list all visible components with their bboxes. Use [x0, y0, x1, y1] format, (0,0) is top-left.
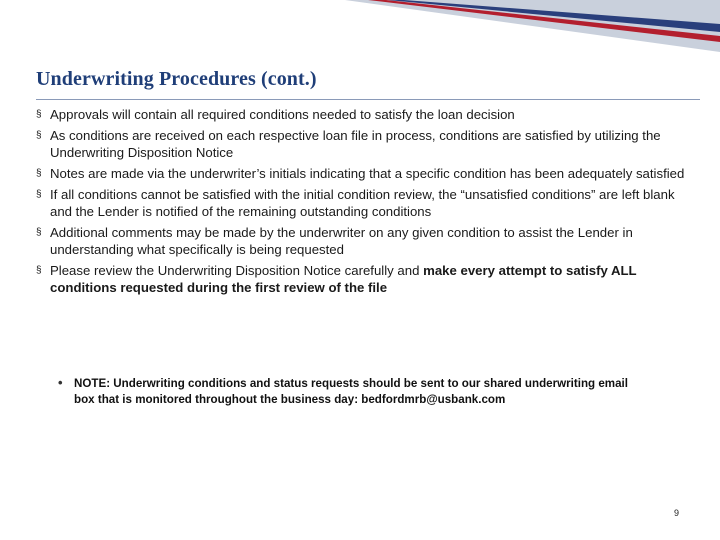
note-text: NOTE: Underwriting conditions and status requests should be sent to our shared underwriting email box that is monitored throughout the business day: bedfordmrb@usbank.com [74, 377, 628, 406]
bullet-bold-text: make every attempt to satisfy ALL conditions requested during the first review of the file [50, 262, 637, 295]
bullet-marker: § [36, 264, 42, 276]
bullet-text: Please review the Underwriting Disposition Notice carefully and [50, 262, 424, 278]
title-divider [36, 99, 700, 100]
bullet-text: Additional comments may be made by the underwriter on any given condition to assist the Lender in understanding what specifically is being requested [50, 224, 633, 257]
bullet-marker: § [36, 226, 42, 238]
note-block [60, 376, 650, 407]
slide-title: Underwriting Procedures (cont.) [36, 68, 317, 90]
note-bullet-marker: • [58, 375, 63, 390]
bullet-marker: § [36, 188, 42, 200]
bullet-list [36, 106, 686, 300]
bullet-item [36, 106, 686, 123]
bullet-marker: § [36, 109, 42, 120]
bullet-item [36, 127, 686, 161]
bullet-text: Notes are made via the underwriter’s initials indicating that a specific condition has been adequately satisfied [50, 165, 685, 181]
bullet-text: If all conditions cannot be satisfied with the initial condition review, the “unsatisfied conditions” are left blank and the Lender is notified of the remaining outstanding conditions [50, 186, 675, 219]
page-number: 9 [674, 508, 680, 518]
bullet-text: Approvals will contain all required conditions needed to satisfy the loan decision [50, 107, 515, 122]
bullet-item [36, 224, 686, 258]
bullet-item [36, 165, 686, 182]
bullet-text: As conditions are received on each respective loan file in process, conditions are satisfied by utilizing the Underwriting Disposition Notice [50, 127, 661, 160]
bullet-item [36, 262, 686, 296]
header-band-decoration [0, 0, 720, 60]
bullet-marker: § [36, 129, 42, 141]
bullet-item [36, 186, 686, 220]
bullet-marker: § [36, 167, 42, 179]
